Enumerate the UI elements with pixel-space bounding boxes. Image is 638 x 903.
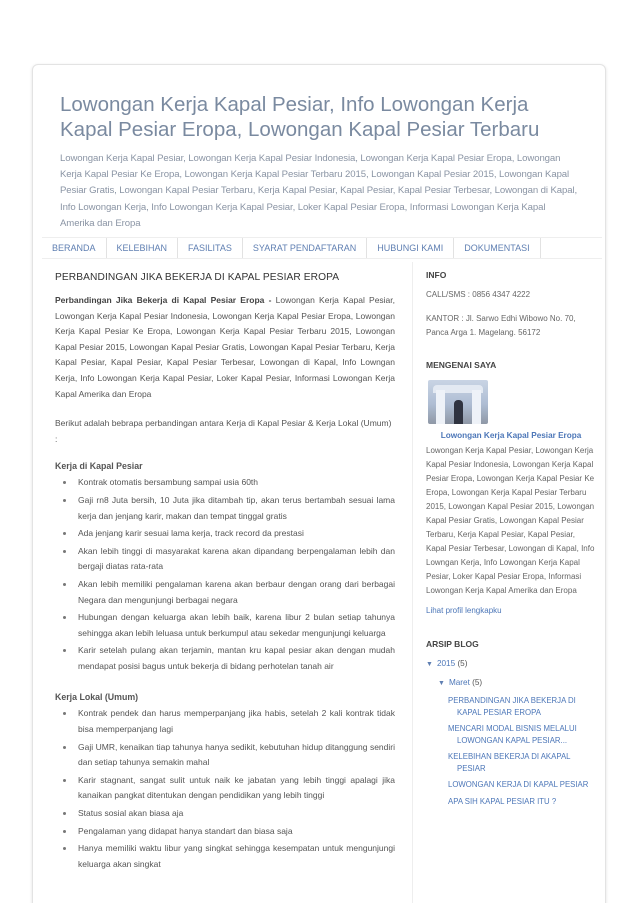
post-title[interactable]: PERBANDINGAN JIKA BEKERJA DI KAPAL PESIAR EROPA [55, 272, 340, 283]
info-call: CALL/SMS : 0856 4347 4222 [426, 290, 531, 299]
archive-year-link[interactable]: 2015 [436, 659, 456, 668]
post-intro-bold: Perbandingan Jika Bekerja di Kapal Pesiar Eropa - [55, 295, 272, 305]
list-item: Hanya memiliki waktu libur yang singkat sehingga kesempatan untuk mengunjungi keluarga akan singkat [55, 841, 395, 872]
list-item: Hubungan dengan keluarga akan lebih baik, karena libur 2 bulan setiap tahunya sehingga akan lebih leluasa untuk berkumpul atau sekedar mengunjungi keluarga [55, 610, 395, 641]
about-widget-title: MENGENAI SAYA [426, 360, 497, 370]
list-item: Status sosial akan biasa aja [55, 806, 395, 822]
archive-post-link[interactable]: PERBANDINGAN JIKA BEKERJA DI KAPAL PESIAR EROPA [448, 696, 576, 717]
blog-description: Lowongan Kerja Kapal Pesiar, Lowongan Kerja Kapal Pesiar Indonesia, Lowongan Kerja Kapal Pesiar Eropa, Lowongan Kerja Kapal Pesiar Ke Eropa, Lowongan Kerja Kapal Pesiar Terbaru 2015, Lowongan Kapal Pesiar 2015, Lowongan Kapal Pesiar Gratis, Lowongan Kapal Pesiar Terbaru, Kerja Kapal Pesiar, Kapal Pesiar, Kapal Pesiar Terbesar, Lowongan di Kapal, Info Lowongan Kerja, Info Lowongan Kerja Kapal Pesiar, Loker Kapal Pesiar Eropa, Informasi Lowongan Kerja Kapal Amerika dan Eropa [60, 153, 578, 229]
list-item: Gaji rn8 Juta bersih, 10 Juta jika ditambah tip, akan terus bertambah sesuai lama kerja dan jenjang karir, makan dan tempat tinggal gratis [55, 493, 395, 524]
archive-year-row[interactable] [426, 657, 596, 672]
archive-widget-title: ARSIP BLOG [426, 639, 479, 649]
list-kapal-pesiar [55, 475, 395, 674]
archive-month-row[interactable] [438, 676, 596, 691]
blog-post [55, 272, 395, 874]
archive-post-link[interactable]: MENCARI MODAL BISNIS MELALUI LOWONGAN KAPAL PESIAR... [448, 724, 577, 745]
list-item: Karir stagnant, sangat sulit untuk naik ke jabatan yang lebih tinggi apalagi jika kanaikan pangkat ditentukan dengan pendidikan yang lebih tinggi [55, 773, 395, 804]
post-intro [55, 293, 395, 402]
archive-post-link[interactable]: LOWONGAN KERJA DI KAPAL PESIAR [448, 780, 589, 789]
list-item: Akan lebih tinggi di masyarakat karena akan dipandang berpengalaman lebih dan bergaji diatas rata-rata [55, 544, 395, 575]
archive-month-link[interactable]: Maret [448, 678, 470, 687]
archive-month-count: (5) [472, 678, 483, 687]
tab-dokumentasi[interactable]: DOKUMENTASI [454, 238, 540, 258]
list-item: Ada jenjang karir sesuai lama kerja, track record da prestasi [55, 526, 395, 542]
tab-fasilitas[interactable]: FASILITAS [178, 238, 243, 258]
page-tabs [42, 237, 602, 259]
profile-full-link[interactable]: Lihat profil lengkapku [426, 606, 502, 615]
section-title-kapal-pesiar: Kerja di Kapal Pesiar [55, 461, 143, 472]
archive-post-list [448, 695, 596, 807]
post-intro-text: Lowongan Kerja Kapal Pesiar, Lowongan Kerja Kapal Pesiar Indonesia, Lowongan Kerja Kapal Pesiar Eropa, Lowongan Kerja Kapal Pesiar Ke Eropa, Lowongan Kerja Kapal Pesiar Terbaru 2015, Lowongan Kapal Pesiar 2015, Lowongan Kapal Pesiar Gratis, Lowongan Kapal Pesiar Terbaru, Kerja Kapal Pesiar, Kapal Pesiar, Kapal Pesiar Terbesar, Lowongan di Kapal, Info Lowngan Kerja, Info Lowongan Kerja Kapal Pesiar, Loker Kapal Pesiar, Informasi Lowongan Kerja Kapal Amerika dan Eropa [55, 295, 396, 399]
triangle-down-icon[interactable]: ▼ [438, 680, 445, 687]
sidebar [426, 270, 596, 812]
blog-header [60, 92, 580, 232]
list-item: Kontrak pendek dan harus memperpanjang jika habis, setelah 2 kali kontrak tidak bisa memperpanjang lagi [55, 706, 395, 737]
list-item: Karir setelah pulang akan terjamin, mantan kru kapal pesiar akan dengan mudah mendapat posisi bagus untuk bekerja di bidang perhotelan tanah air [55, 643, 395, 674]
blog-title[interactable]: Lowongan Kerja Kapal Pesiar, Info Lowongan Kerja Kapal Pesiar Eropa, Lowongan Kapal Pesiar Terbaru [60, 93, 540, 141]
info-widget-title: INFO [426, 270, 447, 280]
profile-photo[interactable] [428, 380, 488, 424]
profile-description: Lowongan Kerja Kapal Pesiar, Lowongan Kerja Kapal Pesiar Indonesia, Lowongan Kerja Kapal Pesiar Eropa, Lowongan Kerja Kapal Pesiar Ke Eropa, Lowongan Kerja Kapal Pesiar Terbaru 2015, Lowongan Kapal Pesiar 2015, Lowongan Kapal Pesiar Gratis, Lowongan Kapal Pesiar Terbaru, Kerja Kapal Pesiar, Kapal Pesiar, Kapal Pesiar Terbesar, Lowongan di Kapal, Info Lowngan Kerja, Info Lowongan Kerja Kapal Pesiar, Loker Kapal Pesiar Eropa, Informasi Lowongan Kerja Kapal Amerika dan Eropa [426, 446, 595, 595]
list-item: Kontrak otomatis bersambung sampai usia 60th [55, 475, 395, 491]
tab-syarat-pendaftaran[interactable]: SYARAT PENDAFTARAN [243, 238, 367, 258]
column-divider [412, 262, 413, 903]
list-item: Pengalaman yang didapat hanya standart dan biasa saja [55, 824, 395, 840]
archive-post-link[interactable]: KELEBIHAN BEKERJA DI AKAPAL PESIAR [448, 752, 571, 773]
archive-year-count: (5) [457, 659, 468, 668]
post-paragraph: Berikut adalah bebrapa perbandingan antara Kerja di Kapal Pesiar & Kerja Lokal (Umum) : [55, 418, 392, 444]
tab-beranda[interactable]: BERANDA [42, 238, 107, 258]
tab-hubungi-kami[interactable]: HUBUNGI KAMI [367, 238, 454, 258]
archive-post-link[interactable]: APA SIH KAPAL PESIAR ITU ? [448, 796, 557, 806]
info-office: KANTOR : Jl. Sarwo Edhi Wibowo No. 70, Panca Arga 1. Magelang. 56172 [426, 314, 576, 337]
list-item: Akan lebih memiliki pengalaman karena akan berbaur dengan orang dari berbagai Negara dan mengunjungi berbagai negara [55, 577, 395, 608]
list-kerja-lokal [55, 706, 395, 872]
list-item: Gaji UMR, kenaikan tiap tahunya hanya sedikit, kebutuhan hidup ditanggung sendiri dan setiap tahunya semakin mahal [55, 740, 395, 771]
section-title-kerja-lokal: Kerja Lokal (Umum) [55, 692, 139, 703]
triangle-down-icon[interactable]: ▼ [426, 661, 433, 668]
tab-kelebihan[interactable]: KELEBIHAN [107, 238, 179, 258]
profile-name-link[interactable]: Lowongan Kerja Kapal Pesiar Eropa [440, 431, 582, 440]
